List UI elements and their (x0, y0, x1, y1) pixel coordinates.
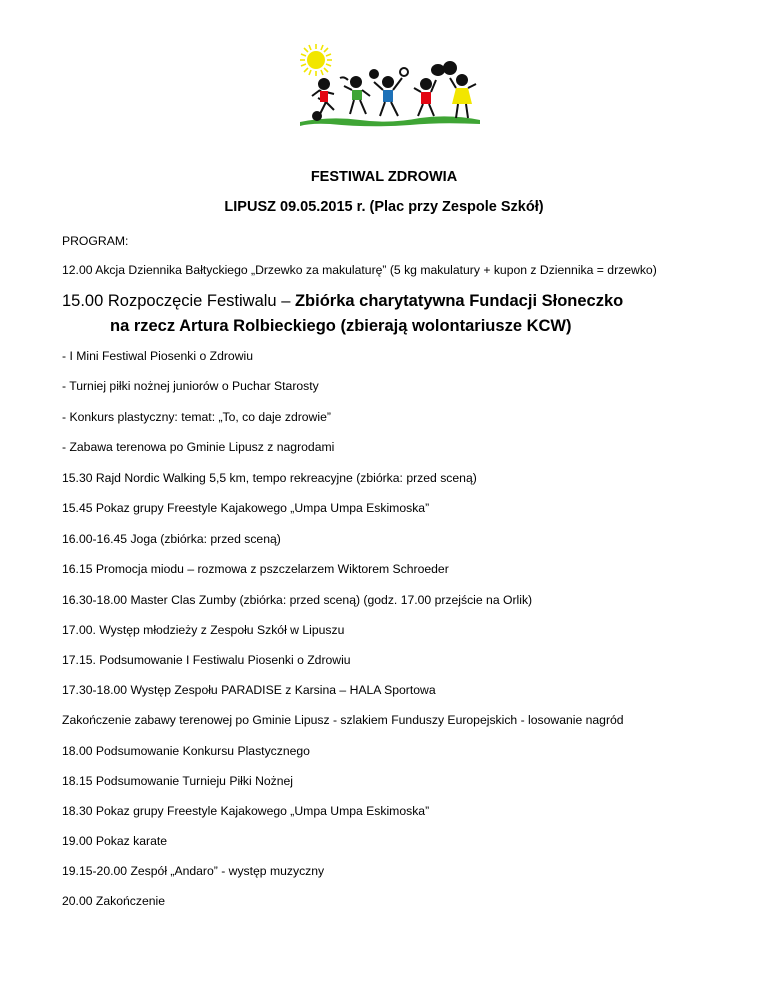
child-figure-yellow-icon (444, 62, 476, 118)
program-item: 17.15. Podsumowanie I Festiwalu Piosenki o Zdrowiu (62, 653, 351, 667)
program-item-1200: 12.00 Akcja Dziennika Bałtyckiego „Drzewko za makulaturę” (5 kg makulatury + kupon z Dziennika = drzewko) (62, 263, 657, 277)
program-item: 16.00-16.45 Joga (zbiórka: przed sceną) (62, 532, 281, 546)
program-item: Zakończenie zabawy terenowej po Gminie Lipusz - szlakiem Funduszy Europejskich - losowanie nagród (62, 713, 624, 727)
program-item: 18.30 Pokaz grupy Freestyle Kajakowego „Umpa Umpa Eskimoska” (62, 804, 430, 818)
child-figure-red-icon (312, 79, 334, 120)
program-item: 19.15-20.00 Zespół „Andaro” - występ muzyczny (62, 864, 325, 878)
opening-bold: Zbiórka charytatywna Fundacji Słoneczko (294, 292, 624, 310)
program-item: 15.30 Rajd Nordic Walking 5,5 km, tempo rekreacyjne (zbiórka: przed sceną) (62, 471, 477, 485)
program-item: 15.45 Pokaz grupy Freestyle Kajakowego „Umpa Umpa Eskimoska” (62, 501, 430, 515)
program-item: - Turniej piłki nożnej juniorów o Puchar Starosty (62, 379, 319, 393)
program-item: 18.15 Podsumowanie Turnieju Piłki Nożnej (62, 774, 294, 788)
grass-icon (300, 116, 480, 126)
program-item: 20.00 Zakończenie (62, 894, 165, 908)
program-item: 16.15 Promocja miodu – rozmowa z pszczelarzem Wiktorem Schroeder (62, 562, 449, 576)
festival-logo-illustration (290, 38, 488, 130)
program-item: 16.30-18.00 Master Clas Zumby (zbiórka: przed sceną) (godz. 17.00 przejście na Orlik) (62, 593, 533, 607)
page-title: FESTIWAL ZDROWIA (310, 169, 458, 185)
program-item: 18.00 Podsumowanie Konkursu Plastycznego (62, 744, 310, 758)
page-subtitle: LIPUSZ 09.05.2015 r. (Plac przy Zespole Szkół) (224, 199, 544, 215)
program-item: 17.00. Występ młodzieży z Zespołu Szkół w Lipuszu (62, 623, 345, 637)
program-label: PROGRAM: (62, 234, 129, 248)
child-figure-blue-icon (370, 68, 408, 116)
child-figure-green-icon (340, 77, 370, 114)
opening-line (62, 292, 623, 311)
program-item: - Konkurs plastyczny: temat: „To, co daje zdrowie” (62, 410, 331, 424)
program-item: 19.00 Pokaz karate (62, 834, 168, 848)
program-item: 17.30-18.00 Występ Zespołu PARADISE z Karsina – HALA Sportowa (62, 683, 436, 697)
child-figure-red2-icon (414, 65, 444, 116)
sun-icon (300, 44, 332, 76)
program-item: - Zabawa terenowa po Gminie Lipusz z nagrodami (62, 440, 335, 454)
opening-prefix: 15.00 Rozpoczęcie Festiwalu – (62, 292, 295, 310)
program-item: - I Mini Festiwal Piosenki o Zdrowiu (62, 349, 253, 363)
opening-line-2: na rzecz Artura Rolbieckiego (zbierają wolontariusze KCW) (110, 317, 572, 335)
